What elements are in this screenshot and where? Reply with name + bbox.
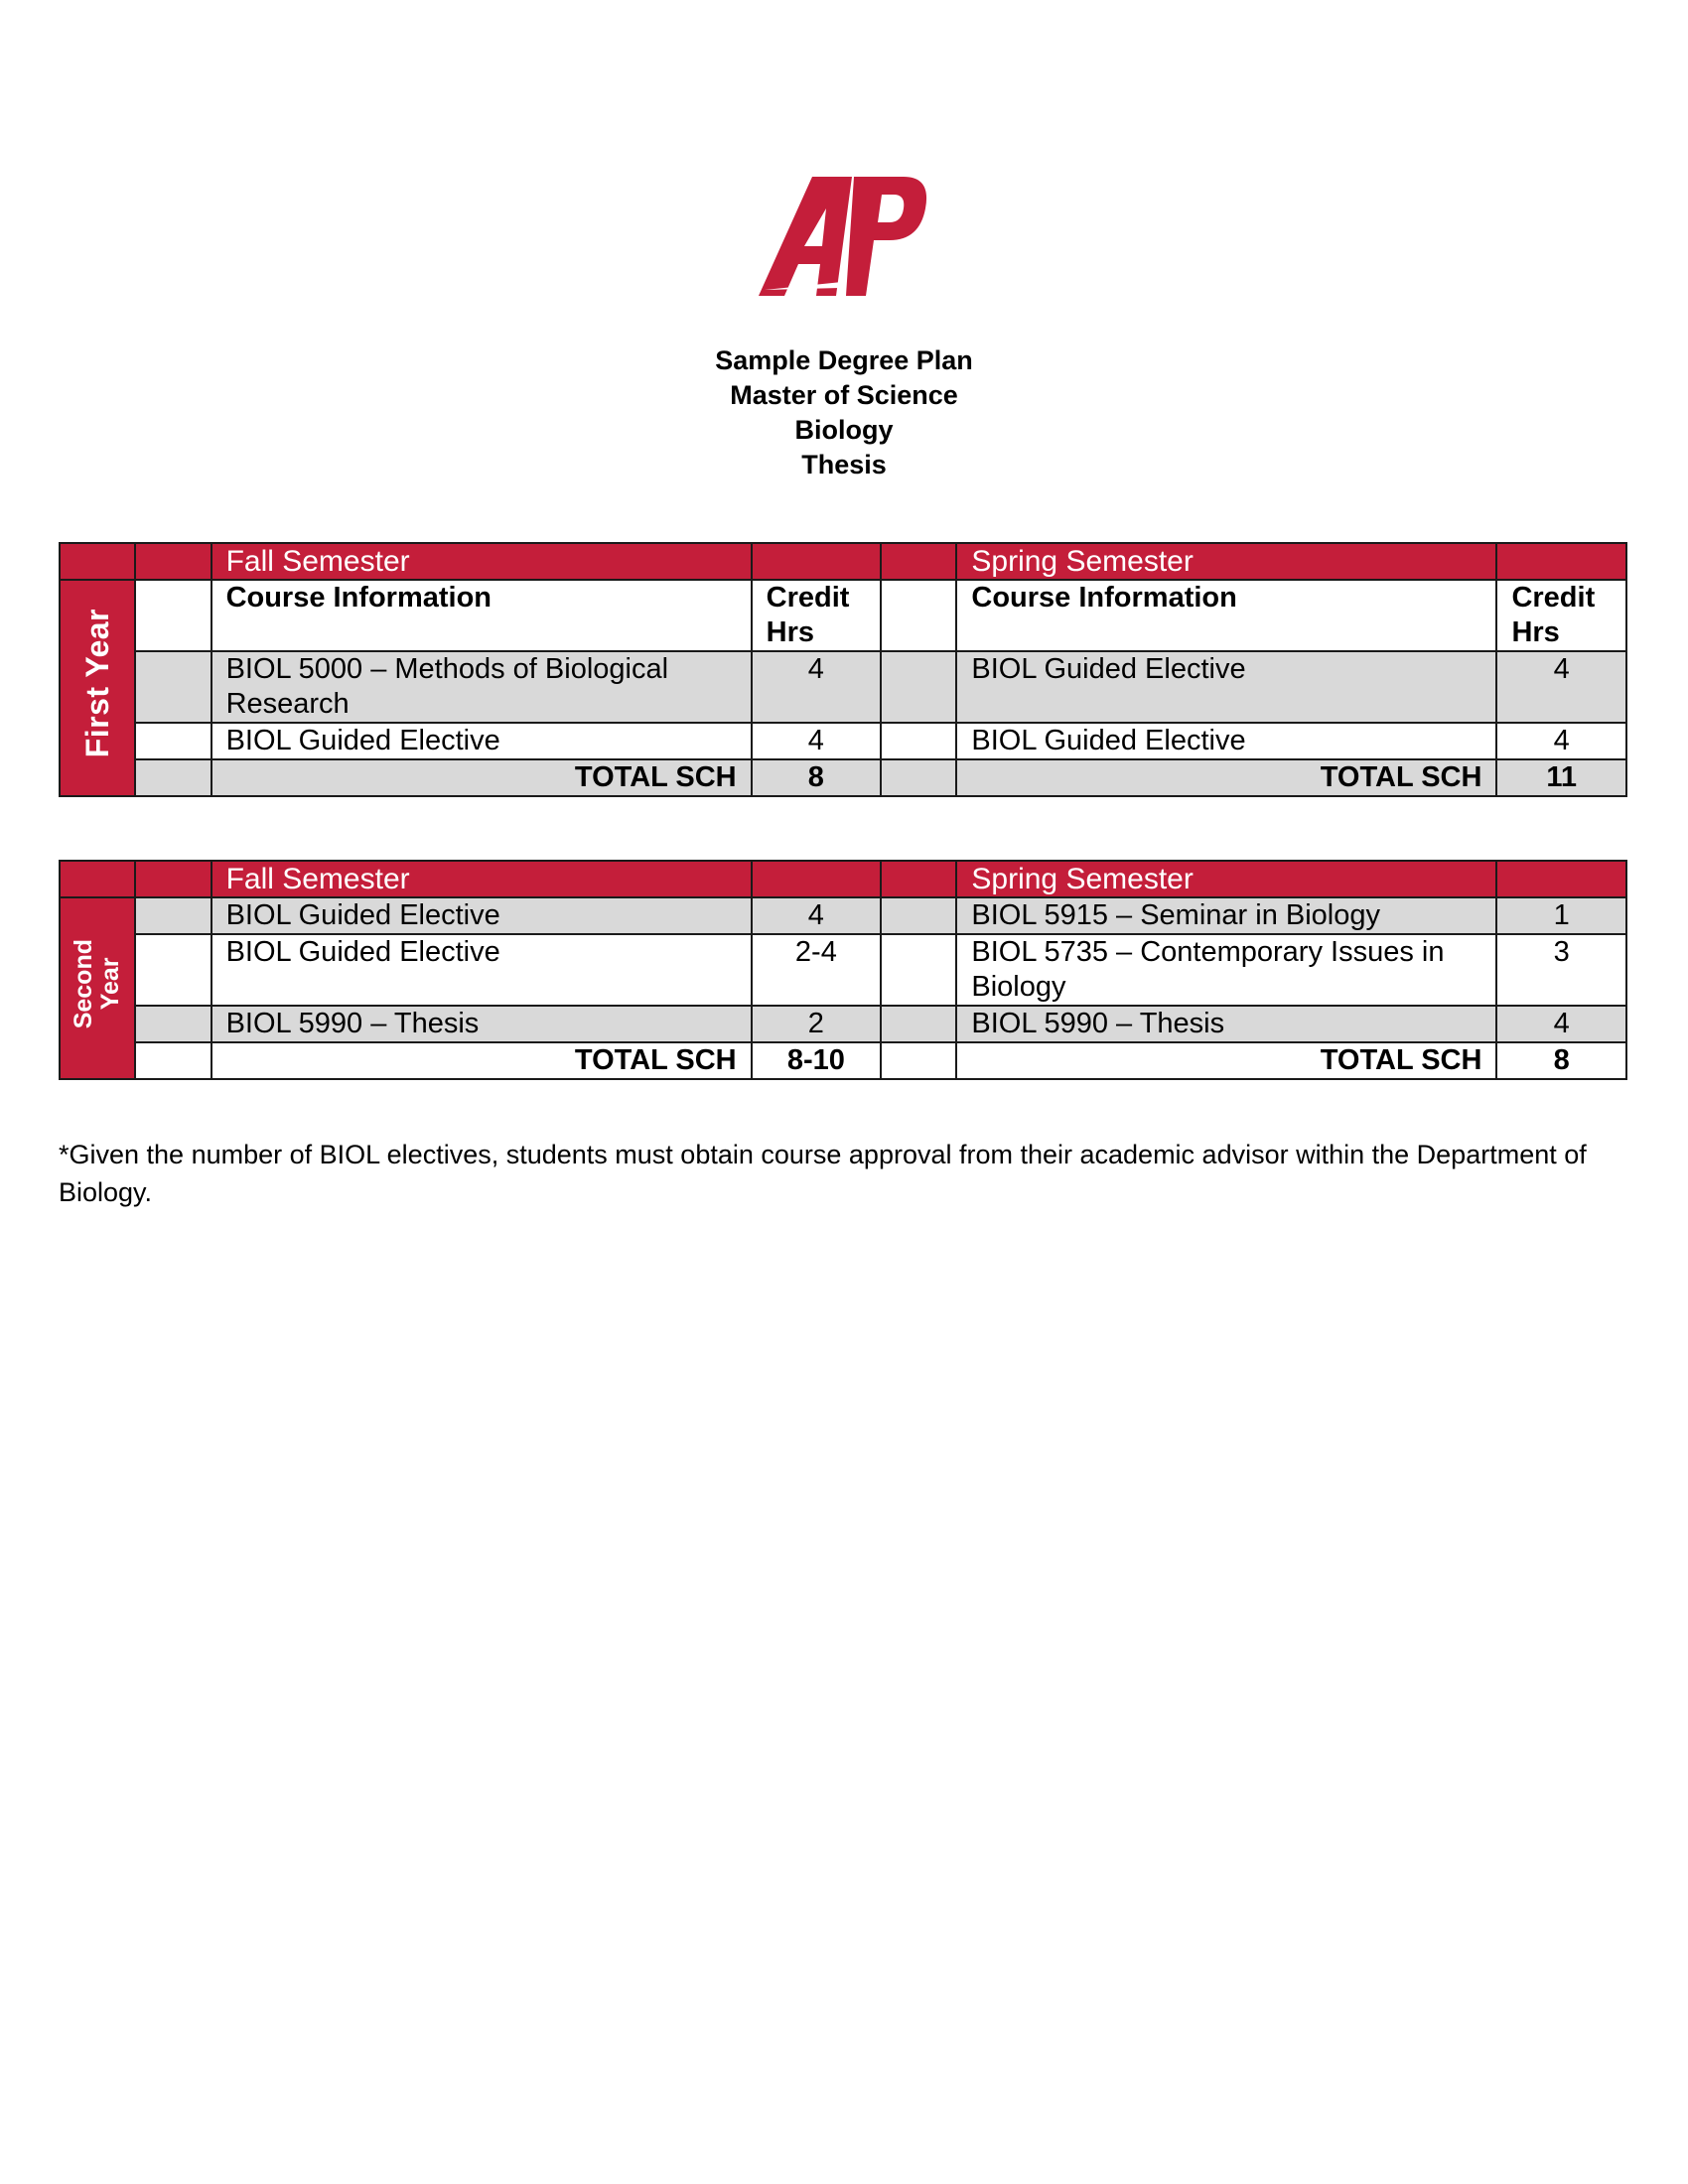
spring-semester-header: Spring Semester xyxy=(956,543,1496,580)
total-row xyxy=(60,759,1626,796)
fall-course: BIOL Guided Elective xyxy=(211,723,752,759)
spring-credit: 3 xyxy=(1496,934,1626,1006)
spring-total-value: 11 xyxy=(1496,759,1626,796)
title-line-4: Thesis xyxy=(801,450,887,479)
fall-total-value: 8 xyxy=(752,759,881,796)
fall-semester-header: Fall Semester xyxy=(211,543,752,580)
fall-credit: 2-4 xyxy=(752,934,881,1006)
fall-course: BIOL Guided Elective xyxy=(211,897,752,934)
fall-credit: 4 xyxy=(752,723,881,759)
spring-credit: 4 xyxy=(1496,651,1626,723)
fall-course-info-header: Course Information xyxy=(211,580,752,651)
second-year-label: Second Year xyxy=(60,897,135,1079)
fall-course: BIOL 5000 – Methods of Biological Research xyxy=(211,651,752,723)
first-year-label: First Year xyxy=(60,580,135,796)
semester-header-row xyxy=(60,543,1626,580)
spring-credit: 1 xyxy=(1496,897,1626,934)
spring-course: BIOL 5990 – Thesis xyxy=(956,1006,1496,1042)
spring-credit-header: Credit Hrs xyxy=(1496,580,1626,651)
fall-total-label: TOTAL SCH xyxy=(211,1042,752,1079)
document-title xyxy=(0,343,1688,482)
footnote: *Given the number of BIOL electives, students must obtain course approval from their academic advisor within the Department of Biology. xyxy=(59,1140,1587,1207)
spring-total-value: 8 xyxy=(1496,1042,1626,1079)
spring-course-info-header: Course Information xyxy=(956,580,1496,651)
university-logo xyxy=(755,169,933,318)
semester-header-row xyxy=(60,861,1626,897)
fall-semester-header: Fall Semester xyxy=(211,861,752,897)
fall-course: BIOL 5990 – Thesis xyxy=(211,1006,752,1042)
spring-credit: 4 xyxy=(1496,723,1626,759)
spring-course: BIOL 5915 – Seminar in Biology xyxy=(956,897,1496,934)
table-row xyxy=(60,651,1626,723)
spring-total-label: TOTAL SCH xyxy=(956,759,1496,796)
column-header-row xyxy=(60,580,1626,651)
fall-credit: 2 xyxy=(752,1006,881,1042)
title-line-2: Master of Science xyxy=(730,380,958,410)
spring-course: BIOL Guided Elective xyxy=(956,723,1496,759)
second-year-table xyxy=(59,860,1627,1080)
spring-semester-header: Spring Semester xyxy=(956,861,1496,897)
fall-total-value: 8-10 xyxy=(752,1042,881,1079)
first-year-table xyxy=(59,542,1627,797)
fall-total-label: TOTAL SCH xyxy=(211,759,752,796)
ap-logo-icon xyxy=(755,169,933,318)
spring-course: BIOL Guided Elective xyxy=(956,651,1496,723)
spring-course: BIOL 5735 – Contemporary Issues in Biology xyxy=(956,934,1496,1006)
spring-credit: 4 xyxy=(1496,1006,1626,1042)
total-row xyxy=(60,1042,1626,1079)
table-row xyxy=(60,1006,1626,1042)
fall-credit-header: Credit Hrs xyxy=(752,580,881,651)
table-row xyxy=(60,934,1626,1006)
fall-credit: 4 xyxy=(752,651,881,723)
table-row xyxy=(60,897,1626,934)
fall-course: BIOL Guided Elective xyxy=(211,934,752,1006)
title-line-3: Biology xyxy=(794,415,894,445)
title-line-1: Sample Degree Plan xyxy=(715,345,973,375)
fall-credit: 4 xyxy=(752,897,881,934)
table-row xyxy=(60,723,1626,759)
spring-total-label: TOTAL SCH xyxy=(956,1042,1496,1079)
